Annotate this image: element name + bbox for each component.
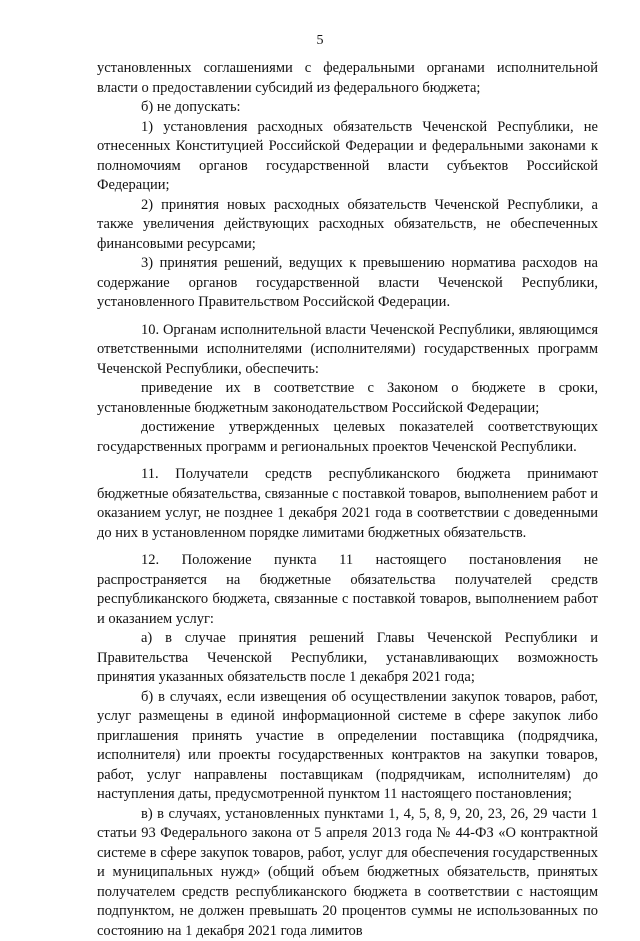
paragraph-point-10-a: приведение их в соответствие с Законом о бюджете в сроки, установленные бюджетным законодательством Российской Федерации;	[97, 379, 598, 418]
paragraph-item-b: б) не допускать:	[97, 98, 598, 118]
paragraph-point-10: 10. Органам исполнительной власти Чеченской Республики, являющимся ответственными исполнителями (исполнителями) государственных программ Чеченской Республики, обеспечить:	[97, 321, 598, 380]
paragraph-point-12: 12. Положение пункта 11 настоящего постановления не распространяется на бюджетные обязательства получателей средств республиканского бюджета, связанные с поставкой товаров, выполнением работ и оказанием услуг:	[97, 551, 598, 629]
paragraph-subitem-3: 3) принятия решений, ведущих к превышению норматива расходов на содержание органов государственной власти Чеченской Республики, установленного Правительством Российской Федерации.	[97, 254, 598, 313]
paragraph-subitem-1: 1) установления расходных обязательств Чеченской Республики, не отнесенных Конституцией Российской Федерации и федеральными законами к полномочиям органов государственной власти субъектов Российской Федерации;	[97, 118, 598, 196]
paragraph-gap	[97, 313, 598, 321]
paragraph-gap	[97, 543, 598, 551]
paragraph-gap	[97, 457, 598, 465]
paragraph-point-12-v: в) в случаях, установленных пунктами 1, 4, 5, 8, 9, 20, 23, 26, 29 части 1 статьи 93 Федерального закона от 5 апреля 2013 года № 44-ФЗ «О контрактной системе в сфере закупок товаров, работ, услуг для обеспечения государственных и муниципальных нужд» (общий объем бюджетных обязательств, принятых получателем средств республиканского бюджета в соответствии с настоящим подпунктом, не должен превышать 20 процентов суммы не использованных по состоянию на 1 декабря 2021 года лимитов	[97, 805, 598, 941]
paragraph-point-12-b: б) в случаях, если извещения об осуществлении закупок товаров, работ, услуг размещены в единой информационной системе в сфере закупок либо приглашения принять участие в определении поставщика (подрядчика, исполнителя) или проекты государственных контрактов на закупки товаров, работ, услуг направлены поставщикам (подрядчикам, исполнителям) до наступления даты, предусмотренной пунктом 11 настоящего постановления;	[97, 688, 598, 805]
paragraph-point-12-a: а) в случае принятия решений Главы Чеченской Республики и Правительства Чеченской Республики, устанавливающих возможность принятия указанных обязательств после 1 декабря 2021 года;	[97, 629, 598, 688]
page-number: 5	[0, 33, 640, 49]
paragraph-point-11: 11. Получатели средств республиканского бюджета принимают бюджетные обязательства, связанные с поставкой товаров, выполнением работ и оказанием услуг, не позднее 1 декабря 2021 года в соответствии с доведенными до них в установленном порядке лимитами бюджетных обязательств.	[97, 465, 598, 543]
document-body	[97, 59, 598, 941]
paragraph-continuation: установленных соглашениями с федеральными органами исполнительной власти о предоставлении субсидий из федерального бюджета;	[97, 59, 598, 98]
paragraph-point-10-b: достижение утвержденных целевых показателей соответствующих государственных программ и региональных проектов Чеченской Республики.	[97, 418, 598, 457]
paragraph-subitem-2: 2) принятия новых расходных обязательств Чеченской Республики, а также увеличения действующих расходных обязательств, не обеспеченных финансовыми ресурсами;	[97, 196, 598, 255]
